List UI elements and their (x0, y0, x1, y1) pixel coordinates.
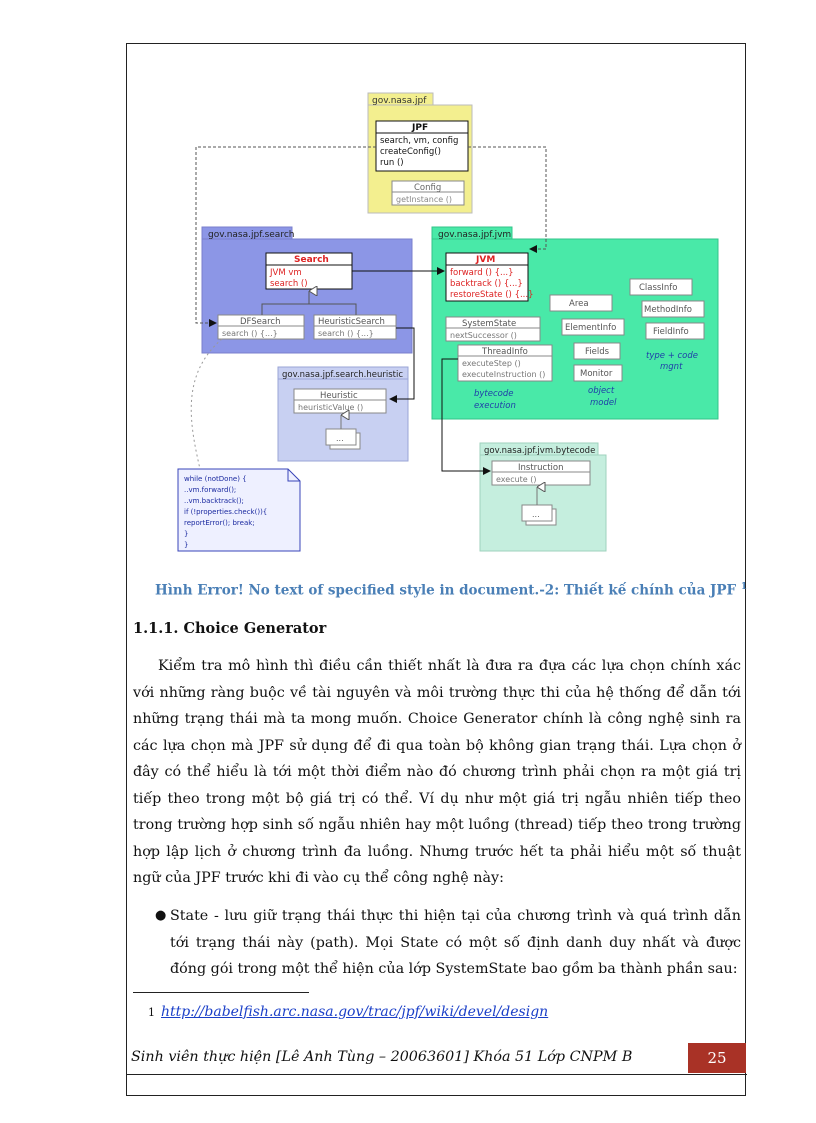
footnote-separator (133, 992, 309, 993)
bullet-text: State - lưu giữ trạng thái thực thi hiện tại của chương trình và quá trình dẫn tới trạng thái này (path). Mọi State có một số định danh duy nhất và được đóng gói trong một thể hiện của lớp SystemState bao gồm ba thành phần sau: (170, 908, 741, 977)
package-bytecode (480, 443, 606, 551)
package-jvm (432, 227, 718, 419)
page-footer-text: Sinh viên thực hiện [Lê Anh Tùng – 20063601] Khóa 51 Lớp CNPM B (131, 1049, 633, 1065)
class-heuristic-member: heuristicValue () (298, 403, 364, 412)
class-jpf-member: run () (380, 158, 404, 168)
class-systemstate-member: nextSuccessor () (450, 331, 517, 340)
class-area (550, 295, 612, 311)
class-instruction (492, 461, 590, 485)
class-jpf-name: JPF (412, 123, 429, 133)
class-search-member: search () (270, 279, 308, 289)
footnote-number: 1 (148, 1006, 155, 1019)
class-fields (574, 343, 620, 359)
class-jpf-member: createConfig() (380, 147, 441, 157)
section-heading: 1.1.1. Choice Generator (133, 620, 327, 637)
code-line: } (184, 541, 189, 549)
label-type-code: mgnt (660, 362, 683, 372)
code-line: while (notDone) { (184, 475, 247, 483)
class-threadinfo-member: executeInstruction () (462, 370, 546, 379)
class-search-name: Search (294, 255, 329, 265)
page-number: 25 (688, 1043, 746, 1073)
heuristic-subclasses: ... (336, 434, 344, 443)
class-methodinfo-name: MethodInfo (644, 305, 692, 315)
class-search (266, 253, 352, 289)
class-jvm-member: backtrack () {...} (450, 279, 523, 289)
instruction-subclasses: ... (532, 510, 540, 519)
class-elementinfo (562, 319, 624, 335)
class-jvm-member: forward () {...} (450, 268, 514, 278)
class-config-name: Config (414, 183, 442, 193)
class-threadinfo-name: ThreadInfo (482, 347, 528, 357)
label-type-code: type + code (646, 351, 699, 361)
class-jvm-member: restoreState () {...} (450, 290, 534, 300)
class-monitor (574, 365, 622, 381)
body-paragraph: Kiểm tra mô hình thì điều cần thiết nhất là đưa ra đựa các lựa chọn chính xác với những ràng buộc về tài nguyên và môi trường thực thi của hệ thống để dẫn tới những trạng thái mà ta mong muốn. Choice Generator chính là công nghệ sinh ra các lựa chọn mà JPF sử dụng để đi qua toàn bộ không gian trạng thái. Lựa chọn ở đây có thể hiểu là tới một thời điểm nào đó chương trình phải chọn ra một giá trị tiếp theo trong một bộ giá trị có thể. Ví dụ như một giá trị ngẫu nhiên tiếp theo trong trường hợp sinh số ngẫu nhiên hay một luồng (thread) tiếp theo trong trường hợp lập lịch ở chương trình đa luồng. Nhưng trước hết ta phải hiểu một số thuật ngữ của JPF trước khi đi vào cụ thể công nghệ này: (133, 658, 741, 886)
package-heuristic-label: gov.nasa.jpf.search.heuristic (282, 370, 404, 380)
code-note (178, 469, 300, 551)
package-jpf (368, 93, 472, 213)
label-object-model: model (590, 398, 617, 408)
code-line: if (!properties.check()){ (184, 508, 268, 516)
class-classinfo-name: ClassInfo (639, 283, 678, 293)
class-heuristicsearch-name: HeuristicSearch (318, 317, 385, 327)
label-object-model: object (588, 386, 615, 396)
code-line: } (184, 530, 189, 538)
jpf-architecture-diagram (170, 85, 730, 555)
footnote-link[interactable]: http://babelfish.arc.nasa.gov/trac/jpf/wiki/devel/design (161, 1004, 549, 1020)
package-bytecode-label: gov.nasa.jpf.jvm.bytecode (484, 446, 596, 456)
class-systemstate-name: SystemState (462, 319, 517, 329)
footnote (148, 1004, 548, 1020)
class-classinfo (630, 279, 692, 295)
class-fieldinfo-name: FieldInfo (653, 327, 689, 337)
package-search (202, 227, 412, 353)
code-line: reportError(); break; (184, 519, 255, 527)
class-methodinfo (642, 301, 704, 317)
class-heuristicsearch-member: search () {...} (318, 329, 374, 338)
label-bytecode: execution (474, 401, 516, 411)
package-heuristic (278, 367, 408, 461)
class-heuristicsearch (314, 315, 396, 339)
package-jpf-label: gov.nasa.jpf (372, 96, 427, 106)
package-jvm-label: gov.nasa.jpf.jvm (438, 230, 512, 240)
class-jvm (446, 253, 534, 301)
caption-footnote-ref[interactable]: 1 (740, 582, 748, 592)
class-dfsearch (218, 315, 304, 339)
figure-caption: Hình Error! No text of specified style in document.-2: Thiết kế chính của JPF $^1$ (155, 582, 748, 599)
class-config-member: getInstance () (396, 195, 452, 204)
class-instruction-name: Instruction (518, 463, 564, 473)
class-config (392, 181, 464, 205)
class-heuristic (294, 389, 386, 413)
class-elementinfo-name: ElementInfo (565, 323, 617, 333)
class-search-member: JVM vm (270, 268, 302, 278)
class-threadinfo (458, 345, 552, 381)
class-area-name: Area (569, 299, 589, 309)
label-bytecode: bytecode (474, 389, 514, 399)
package-search-label: gov.nasa.jpf.search (208, 230, 295, 240)
class-fields-name: Fields (585, 347, 610, 357)
class-monitor-name: Monitor (580, 369, 613, 379)
bullet-item (155, 903, 741, 983)
footer-separator (127, 1074, 747, 1075)
code-line: ..vm.backtrack(); (184, 497, 244, 505)
code-line: ..vm.forward(); (184, 486, 237, 494)
class-threadinfo-member: executeStep () (462, 359, 521, 368)
class-dfsearch-name: DFSearch (240, 317, 281, 327)
class-jpf (376, 121, 468, 171)
class-heuristic-name: Heuristic (320, 391, 358, 401)
class-systemstate (446, 317, 540, 341)
class-dfsearch-member: search () {...} (222, 329, 278, 338)
class-jpf-member: search, vm, config (380, 136, 459, 146)
class-fieldinfo (646, 323, 704, 339)
class-jvm-name: JVM (476, 255, 496, 265)
bullet-dot-icon: ● (155, 908, 167, 923)
class-instruction-member: execute () (496, 475, 537, 484)
